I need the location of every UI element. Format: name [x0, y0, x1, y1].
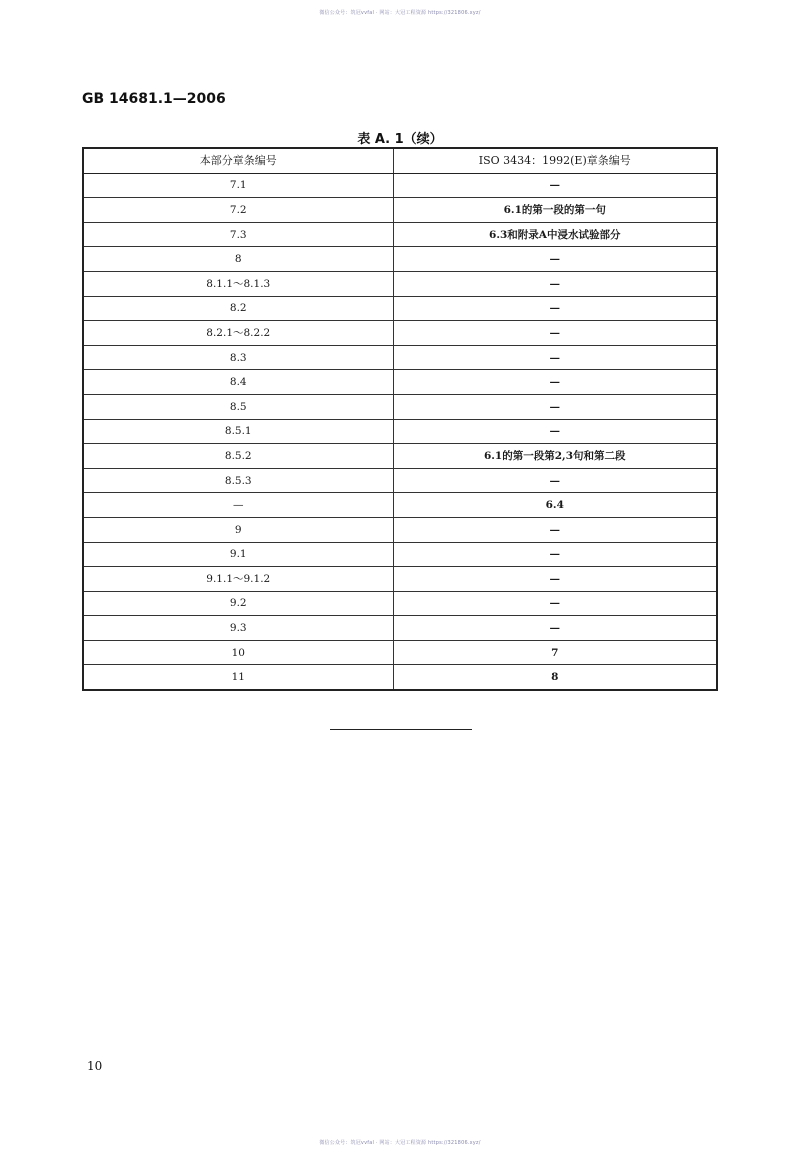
cell-this-part-clause: 11: [83, 665, 393, 690]
column-header-iso: ISO 3434：1992(E)章条编号: [393, 148, 717, 173]
table-row: [83, 616, 717, 641]
table-row: [83, 444, 717, 469]
cell-iso-clause: 6.1的第一段的第一句: [393, 198, 717, 223]
cell-this-part-clause: 9.2: [83, 591, 393, 616]
cell-this-part-clause: 9.1.1～9.1.2: [83, 567, 393, 592]
end-of-document-rule: [330, 729, 472, 730]
table-row: [83, 247, 717, 272]
table-row: [83, 591, 717, 616]
watermark-bottom: 微信公众号：筑冠vvfal · 网站：大冠工程资源 https://321806.xyz/: [319, 1140, 481, 1146]
cell-iso-clause: —: [393, 567, 717, 592]
table-row: [83, 567, 717, 592]
cell-this-part-clause: 8.2: [83, 296, 393, 321]
table-row: [83, 665, 717, 690]
cell-iso-clause: —: [393, 296, 717, 321]
cell-iso-clause: —: [393, 616, 717, 641]
clause-mapping-table: [82, 147, 718, 691]
table-row: [83, 271, 717, 296]
cell-this-part-clause: 7.1: [83, 173, 393, 198]
table-row: [83, 321, 717, 346]
cell-this-part-clause: 8.5.2: [83, 444, 393, 469]
page-number: 10: [87, 1059, 103, 1073]
table-header-row: [83, 148, 717, 173]
cell-this-part-clause: 8.2.1～8.2.2: [83, 321, 393, 346]
table-row: [83, 468, 717, 493]
cell-this-part-clause: 9.3: [83, 616, 393, 641]
cell-this-part-clause: —: [83, 493, 393, 518]
table-row: [83, 173, 717, 198]
cell-this-part-clause: 7.2: [83, 198, 393, 223]
table-row: [83, 296, 717, 321]
cell-iso-clause: —: [393, 542, 717, 567]
cell-iso-clause: 8: [393, 665, 717, 690]
column-header-this-part: 本部分章条编号: [83, 148, 393, 173]
cell-iso-clause: —: [393, 370, 717, 395]
cell-iso-clause: —: [393, 591, 717, 616]
cell-iso-clause: 6.4: [393, 493, 717, 518]
table-row: [83, 198, 717, 223]
cell-iso-clause: 6.1的第一段第2,3句和第二段: [393, 444, 717, 469]
cell-iso-clause: —: [393, 468, 717, 493]
cell-this-part-clause: 8.3: [83, 345, 393, 370]
table-row: [83, 517, 717, 542]
table-row: [83, 394, 717, 419]
cell-iso-clause: —: [393, 517, 717, 542]
cell-iso-clause: —: [393, 271, 717, 296]
cell-this-part-clause: 8: [83, 247, 393, 272]
cell-this-part-clause: 7.3: [83, 222, 393, 247]
cell-iso-clause: —: [393, 345, 717, 370]
table-row: [83, 370, 717, 395]
cell-this-part-clause: 9.1: [83, 542, 393, 567]
cell-this-part-clause: 8.5.3: [83, 468, 393, 493]
table-row: [83, 222, 717, 247]
document-code: GB 14681.1—2006: [82, 91, 226, 107]
cell-iso-clause: —: [393, 247, 717, 272]
cell-iso-clause: —: [393, 321, 717, 346]
cell-iso-clause: —: [393, 394, 717, 419]
cell-this-part-clause: 8.4: [83, 370, 393, 395]
cell-iso-clause: —: [393, 173, 717, 198]
table-body: [83, 173, 717, 690]
cell-this-part-clause: 9: [83, 517, 393, 542]
table-row: [83, 542, 717, 567]
cell-this-part-clause: 10: [83, 640, 393, 665]
table-row: [83, 493, 717, 518]
cell-this-part-clause: 8.5: [83, 394, 393, 419]
table-row: [83, 640, 717, 665]
cell-iso-clause: 6.3和附录A中浸水试验部分: [393, 222, 717, 247]
cell-this-part-clause: 8.1.1～8.1.3: [83, 271, 393, 296]
cell-iso-clause: —: [393, 419, 717, 444]
table-caption: 表 A. 1（续）: [357, 132, 443, 147]
table-row: [83, 419, 717, 444]
watermark-top: 微信公众号：筑冠vvfal · 网站：大冠工程资源 https://321806.xyz/: [319, 10, 481, 16]
cell-iso-clause: 7: [393, 640, 717, 665]
cell-this-part-clause: 8.5.1: [83, 419, 393, 444]
table-row: [83, 345, 717, 370]
